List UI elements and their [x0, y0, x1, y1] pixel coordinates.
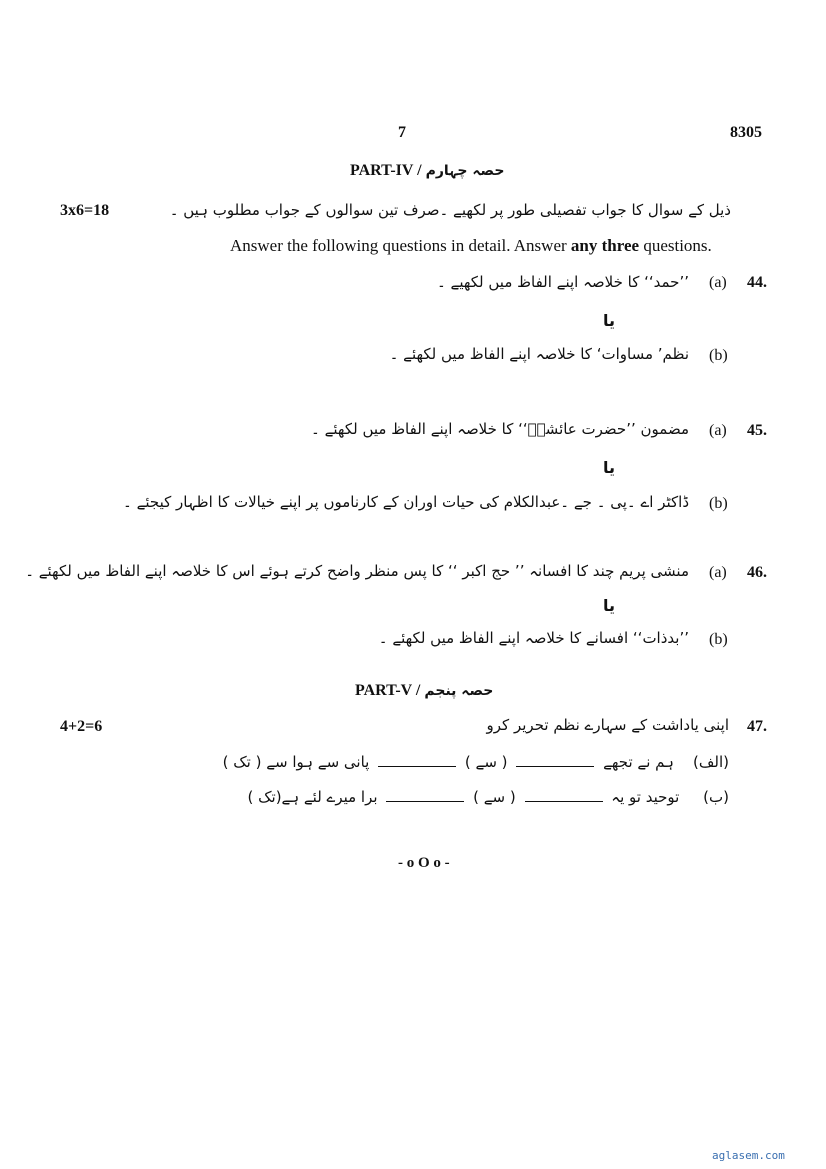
part4-title-ur: حصہ چہارم: [425, 163, 505, 179]
line1-start: ہم نے تجھے: [603, 753, 674, 771]
q44-a-text: ’’حمد‘‘ کا خلاصہ اپنے الفاظ میں لکھیے ۔: [436, 273, 689, 291]
part5-marks: 4+2=6: [60, 718, 103, 735]
part4-marks: 3x6=18: [60, 202, 110, 219]
q44-a-label: (a): [709, 274, 727, 291]
q44-or: یا: [603, 311, 616, 330]
q47-text: اپنی یاداشت کے سہارے نظم تحریر کرو: [486, 716, 729, 734]
watermark: aglasem.com: [712, 1149, 785, 1162]
page-number: 7: [398, 124, 406, 141]
q44-b-label: (b): [709, 347, 728, 364]
end-mark: - o O o -: [398, 855, 450, 871]
instruction-prefix: Answer the following questions in detail. Answer: [230, 236, 567, 255]
q46-a-text: منشی پریم چند کا افسانہ ’’ حج اکبر ‘‘ کا پس منظر واضح کرتے ہوئے اس کا خلاصہ اپنے الفاظ میں لکھئے ۔: [25, 562, 689, 580]
part5-title-ur: حصہ پنجم: [424, 683, 494, 699]
q45-b-text: ڈاکٹر اے ۔پی ۔ جے ۔عبدالکلام کی حیات اوران کے کارناموں پر اپنے خیالات کا اظہار کیجئے ۔: [123, 493, 689, 511]
part4-title-en: PART-IV /: [350, 162, 422, 179]
q46-a-label: (a): [709, 564, 727, 581]
q47-line2: [247, 788, 729, 806]
q47-line1: [223, 753, 729, 771]
part5-heading: [355, 682, 493, 700]
q44-number: 44.: [747, 274, 767, 291]
line2-middle: ( سے ): [473, 788, 516, 806]
line2-label: (ب): [703, 788, 729, 806]
q45-a-text: مضمون ’’حضرت عائشہؓ‘‘ کا خلاصہ اپنے الفاظ میں لکھئے ۔: [311, 420, 689, 438]
q44-b-text: نظم’ مساوات‘ کا خلاصہ اپنے الفاظ میں لکھئے ۔: [389, 345, 689, 363]
line2-start: توحید تو یہ: [611, 788, 680, 806]
line2-blank-1: [525, 789, 603, 802]
q46-or: یا: [603, 596, 616, 615]
q46-number: 46.: [747, 564, 767, 581]
q46-b-label: (b): [709, 631, 728, 648]
line2-blank-2: [386, 789, 464, 802]
part4-instruction-en: [230, 236, 712, 256]
line1-blank-2: [378, 754, 456, 767]
part5-title-en: PART-V /: [355, 682, 421, 699]
q47-number: 47.: [747, 718, 767, 735]
line1-end: پانی سے ہوا سے ( تک ): [222, 753, 370, 771]
paper-code: 8305: [730, 124, 762, 141]
q45-or: یا: [603, 458, 616, 477]
line1-label: (الف): [693, 753, 729, 771]
line1-blank-1: [516, 754, 594, 767]
instruction-suffix: questions.: [643, 236, 712, 255]
line2-end: برا میرے لئے ہے(تک ): [247, 788, 378, 806]
line1-middle: ( سے ): [464, 753, 508, 771]
part4-instruction-ur: ذیل کے سوال کا جواب تفصیلی طور پر لکھیے ۔صرف تین سوالوں کے جواب مطلوب ہیں ۔: [169, 201, 731, 219]
instruction-bold: any three: [570, 236, 640, 255]
part4-heading: [350, 162, 504, 180]
q45-number: 45.: [747, 422, 767, 439]
q45-a-label: (a): [709, 422, 727, 439]
q45-b-label: (b): [709, 495, 728, 512]
q46-b-text: ’’بدذات‘‘ افسانے کا خلاصہ اپنے الفاظ میں لکھئے ۔: [378, 629, 689, 647]
